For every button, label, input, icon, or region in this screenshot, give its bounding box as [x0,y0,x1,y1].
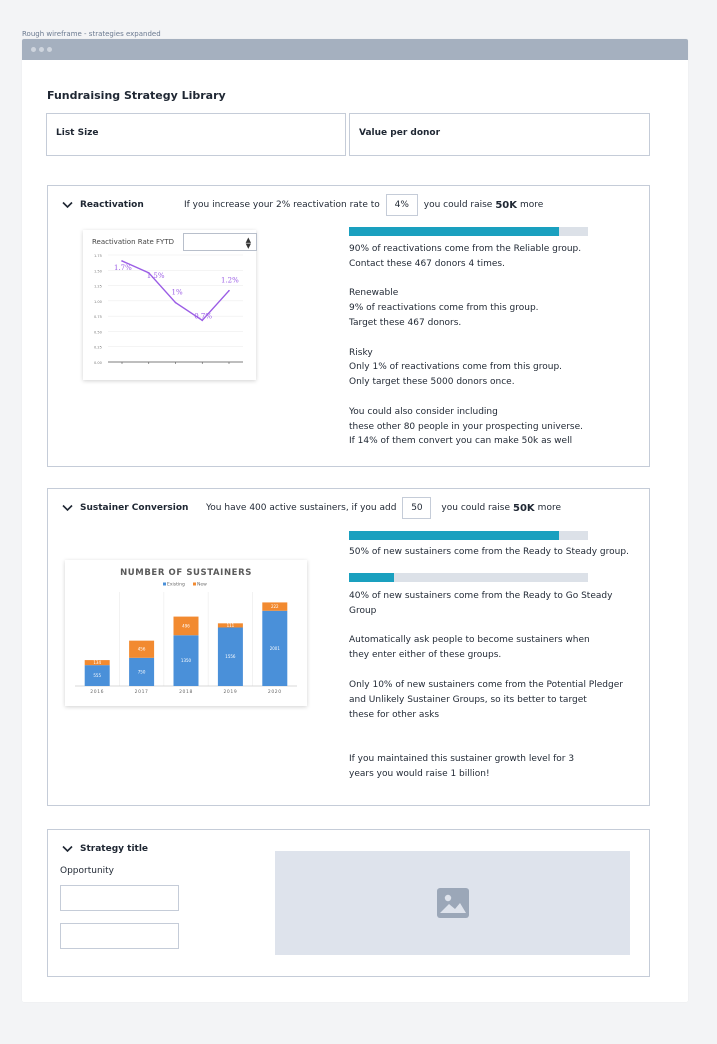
data-label: 496 [182,623,190,629]
sustainer-paragraph-3 [349,752,574,782]
reactivation-detail-line: Only target these 5000 donors once. [349,377,515,388]
sustainer-bar1-text: 50% of new sustainers come from the Ready to Steady group. [349,547,629,557]
reactivation-sentence-post: you could raise [423,200,493,210]
reactivation-rate-input[interactable]: 4% [386,194,418,216]
chevron-down-icon [62,201,73,209]
reactivation-detail-line: Renewable [349,288,399,299]
select-arrow-icon: ▲ ▼ [245,236,251,250]
data-label: 750 [137,669,146,675]
reactivation-progress-fill [349,227,559,236]
sustainer-header[interactable] [62,503,188,513]
value-per-donor-field[interactable] [349,113,650,156]
chevron-down-icon [62,504,73,512]
sustainer-p1-line: they enter either of these groups. [349,649,502,660]
reactivation-detail-line: You could also consider including [349,406,498,417]
y-tick-label: 1.75 [94,254,102,258]
data-point [228,290,230,292]
data-label: 1556 [225,654,236,660]
legend-swatch [193,583,196,586]
opportunity-input-1[interactable] [60,885,179,911]
reactivation-header[interactable] [62,200,144,210]
reactivation-detail-line [349,390,583,405]
sustainer-count-input[interactable]: 50 [402,497,431,519]
reactivation-detail-line: 9% of reactivations come from this group. [349,303,539,314]
y-tick-label: 0.75 [94,315,102,320]
chart-title: NUMBER OF SUSTAINERS [120,568,252,578]
reactivation-line-chart [83,230,256,380]
y-tick-label: 1.50 [94,269,102,274]
strategy-header[interactable] [62,844,148,854]
data-label: 1% [171,288,183,297]
reactivation-chart-card [83,230,256,380]
reactivation-detail-line: 90% of reactivations come from the Reliable group. [349,244,582,254]
reactivation-detail-line [349,331,583,346]
y-tick-label: 1.00 [94,299,102,304]
legend-label: New [197,582,207,588]
sustainer-progress-fill-1 [349,531,559,540]
data-point [175,302,177,304]
reactivation-title: Reactivation [80,200,144,210]
sustainer-p3-line: If you maintained this sustainer growth level for 3 [349,754,575,764]
sustainer-bar2-line: 40% of new sustainers come from the Ready to Go Steady [349,591,613,601]
wireframe-caption: Rough wireframe - strategies expanded [22,30,161,38]
y-tick-label: 1.25 [94,284,102,289]
window-controls[interactable] [31,47,52,52]
list-size-label: List Size [56,128,99,138]
image-placeholder [275,851,630,955]
reactivation-sentence-end: more [520,200,544,210]
reactivation-detail-line: Only 1% of reactivations come from this group. [349,362,563,373]
sustainer-p2-line: and Unlikely Sustainer Groups, so its better to target [349,694,587,705]
data-label: 222 [270,604,279,610]
sustainer-p2-line: these for other asks [349,709,440,720]
data-label: 1.7% [114,263,132,272]
data-label: 555 [93,673,102,679]
strategy-title: Strategy title [80,844,149,854]
sustainer-progress-bar-2 [349,573,588,582]
sustainer-p1-line: Automatically ask people to become sustainers when [349,635,590,645]
reactivation-detail-line: Risky [349,347,373,358]
sustainer-bar-chart [65,560,307,706]
page-title: Fundraising Strategy Library [47,89,226,102]
sustainer-title: Sustainer Conversion [80,503,189,513]
data-label: 134 [93,660,102,666]
y-tick-label: 0.00 [94,361,102,365]
image-icon [437,888,469,918]
sustainer-progress-fill-2 [349,573,394,582]
x-tick-label: 2019 [223,690,238,695]
x-tick-label: 2018 [179,690,193,695]
legend-label: Existing [167,582,185,588]
chevron-down-icon [62,845,73,853]
data-label: 1350 [180,658,192,664]
x-tick-label: 2016 [90,690,105,695]
reactivation-details [349,242,583,449]
y-tick-label: 0.50 [94,330,102,335]
reactivation-chart-select-label: Reactivation Rate FYTD [92,238,174,246]
data-label: 0.7% [194,312,213,321]
reactivation-section [47,185,650,467]
reactivation-sentence [184,193,543,217]
data-point [121,260,123,262]
opportunity-input-2[interactable] [60,923,179,949]
reactivation-detail-line: Target these 467 donors. [349,317,462,328]
reactivation-detail-line [349,272,583,287]
reactivation-detail-line: If 14% of them convert you can make 50k as well [349,436,573,447]
reactivation-amount: 50K [495,199,518,211]
sustainer-paragraph-2 [349,678,623,722]
value-per-donor-label: Value per donor [359,128,441,138]
opportunity-label: Opportunity [60,866,115,876]
data-label: 1.5% [146,271,165,280]
sustainer-bar2-text [349,589,612,619]
x-tick-label: 2017 [134,690,149,695]
window-titlebar [22,39,688,60]
sustainer-section [47,488,650,806]
sustainer-p3-line: years you would raise 1 billion! [349,768,490,779]
sustainer-paragraph-1 [349,633,590,663]
y-tick-label: 0.25 [94,345,102,350]
x-tick-label: 2020 [267,690,282,695]
data-label: 2001 [269,645,280,651]
list-size-field[interactable] [46,113,346,156]
sustainer-progress-bar-1 [349,531,588,540]
sustainer-bar2-line: Group [349,605,377,616]
reactivation-detail-line: these other 80 people in your prospecting universe. [349,421,584,432]
sustainer-sentence [206,496,561,520]
data-label: 111 [226,622,235,628]
reactivation-sentence-pre: If you increase your 2% reactivation rate to [184,200,380,210]
data-label: 1.2% [221,276,239,285]
sustainer-amount: 50K [513,502,535,514]
sustainer-sentence-end: more [537,503,561,513]
strategy-section [47,829,650,977]
sustainer-sentence-post: you could raise [441,503,510,513]
reactivation-detail-line: Contact these 467 donors 4 times. [349,258,505,269]
sustainer-sentence-pre: You have 400 active sustainers, if you add [206,503,397,513]
sustainer-p2-line: Only 10% of new sustainers come from the Potential Pledger [349,680,623,690]
data-label: 456 [137,646,146,652]
legend-swatch [163,583,166,586]
app-window [22,39,688,1002]
reactivation-progress-bar [349,227,588,236]
sustainer-chart-card [65,560,307,706]
